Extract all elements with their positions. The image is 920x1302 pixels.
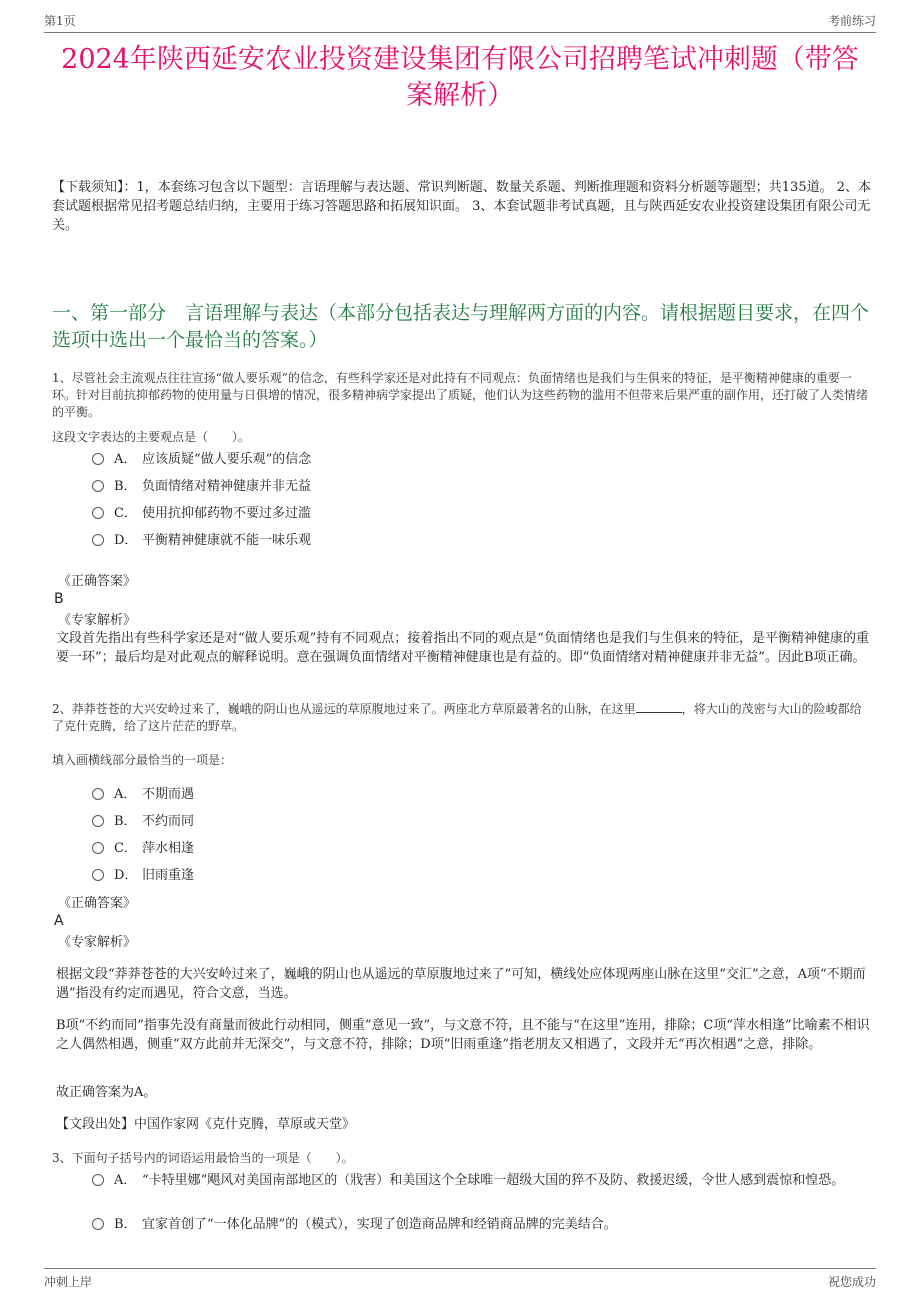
q1-answer: B xyxy=(54,591,64,607)
radio-icon[interactable] xyxy=(92,869,104,881)
q1-option-b[interactable]: B． 负面情绪对精神健康并非无益 xyxy=(92,478,311,496)
section-heading: 一、第一部分 言语理解与表达（本部分包括表达与理解两方面的内容。请根据题目要求，在四个选项中选出一个最恰当的答案。） xyxy=(52,302,870,351)
q2-option-b[interactable]: B． 不约而同 xyxy=(92,813,194,831)
q3-option-b[interactable]: B． 宜家首创了“一体化品牌”的（模式），实现了创造商品牌和经销商品牌的完美结合。 xyxy=(92,1216,872,1234)
radio-icon[interactable] xyxy=(92,480,104,492)
radio-icon[interactable] xyxy=(92,842,104,854)
download-notice: 【下载须知】：1，本套练习包含以下题型：言语理解与表达题、常识判断题、数量关系题、判断推理题和资料分析题等题型；共135道。 2、本套试题根据常见招考题总结归纳，主要用于练习答题思路和拓展知识面。 3、本套试题非考试真题，且与陕西延安农业投资建设集团有限公司无关。 xyxy=(52,180,871,233)
q2-source: 【文段出处】中国作家网《克什克腾，草原或天堂》 xyxy=(56,1117,356,1132)
radio-icon[interactable] xyxy=(92,1174,104,1186)
answer-label: 《正确答案》 xyxy=(58,896,137,911)
q1-option-d[interactable]: D． 平衡精神健康就不能一味乐观 xyxy=(92,532,311,550)
footer-left: 冲刺上岸 xyxy=(44,1275,93,1289)
fill-blank xyxy=(636,700,682,713)
q2-analysis-3: 故正确答案为A。 xyxy=(56,1085,157,1100)
page-header xyxy=(44,12,876,33)
q2-analysis-2: B项“不约而同”指事先没有商量而彼此行动相同，侧重“意见一致”，与文意不符，且不能与“在这里”连用，排除；C项“萍水相逢”比喻素不相识之人偶然相遇，侧重“双方此前并无深交”，与文意不符，排除；D项“旧雨重逢”指老朋友又相遇了，文段并无“再次相遇”之意，排除。 xyxy=(56,1018,870,1052)
page-number: 第1页 xyxy=(44,14,76,28)
analysis-label: 《专家解析》 xyxy=(58,613,137,628)
question-3-text: 3、下面句子括号内的词语运用最恰当的一项是（ ）。 xyxy=(52,1151,354,1165)
q2-analysis-1: 根据文段“莽莽苍苍的大兴安岭过来了，巍峨的阴山也从遥远的草原腹地过来了”可知，横线处应体现两座山脉在这里“交汇”之意，A项“不期而遇”指没有约定而遇见，符合文意，当选。 xyxy=(56,967,866,1001)
analysis-label: 《专家解析》 xyxy=(58,935,137,950)
q2-option-d[interactable]: D． 旧雨重逢 xyxy=(92,867,194,885)
question-1-text: 1、尽管社会主流观点往往宣扬“做人要乐观”的信念，有些科学家还是对此持有不同观点：负面情绪也是我们与生俱来的特征，是平衡精神健康的重要一环。针对目前抗抑郁药物的使用量与日俱增的情况，很多精神病学家提出了质疑，他们认为这些药物的滥用不但带来后果严重的副作用，还打破了人类情绪的平衡。 xyxy=(52,371,869,419)
radio-icon[interactable] xyxy=(92,453,104,465)
question-2-prompt: 填入画横线部分最恰当的一项是： xyxy=(52,753,233,767)
document-title: 2024年陕西延安农业投资建设集团有限公司招聘笔试冲刺题（带答案解析） xyxy=(61,44,859,111)
radio-icon[interactable] xyxy=(92,507,104,519)
q1-option-c[interactable]: C． 使用抗抑郁药物不要过多过滥 xyxy=(92,505,311,523)
radio-icon[interactable] xyxy=(92,1218,104,1230)
q2-option-a[interactable]: A． 不期而遇 xyxy=(92,786,194,804)
q1-analysis: 文段首先指出有些科学家还是对“做人要乐观”持有不同观点；接着指出不同的观点是“负面情绪也是我们与生俱来的特征，是平衡精神健康的重要一环”；最后均是对此观点的解释说明。意在强调负面情绪对平衡精神健康也是有益的。即“负面情绪对精神健康并非无益”。因此B项正确。 xyxy=(56,631,869,665)
page-footer xyxy=(44,1268,876,1295)
question-1-prompt: 这段文字表达的主要观点是（ ）。 xyxy=(52,430,251,444)
radio-icon[interactable] xyxy=(92,815,104,827)
question-2-text: 2、莽莽苍苍的大兴安岭过来了，巍峨的阴山也从遥远的草原腹地过来了。两座北方草原最著名的山脉，在这里 ，将大山的茂密与大山的险峻都给了克什克腾，给了这片茫茫的野草。 xyxy=(52,702,862,733)
radio-icon[interactable] xyxy=(92,534,104,546)
q3-option-a[interactable]: A． “卡特里娜”飓风对美国南部地区的（戕害）和美国这个全球唯一超级大国的猝不及防、救援迟缓，令世人感到震惊和惶恐。 xyxy=(92,1172,872,1190)
answer-label: 《正确答案》 xyxy=(58,574,137,589)
footer-right: 祝您成功 xyxy=(827,1275,876,1289)
q1-option-a[interactable]: A． 应该质疑“做人要乐观”的信念 xyxy=(92,451,311,469)
q2-answer: A xyxy=(54,913,64,929)
header-tag: 考前练习 xyxy=(827,14,876,28)
radio-icon[interactable] xyxy=(92,788,104,800)
q2-option-c[interactable]: C． 萍水相逢 xyxy=(92,840,194,858)
